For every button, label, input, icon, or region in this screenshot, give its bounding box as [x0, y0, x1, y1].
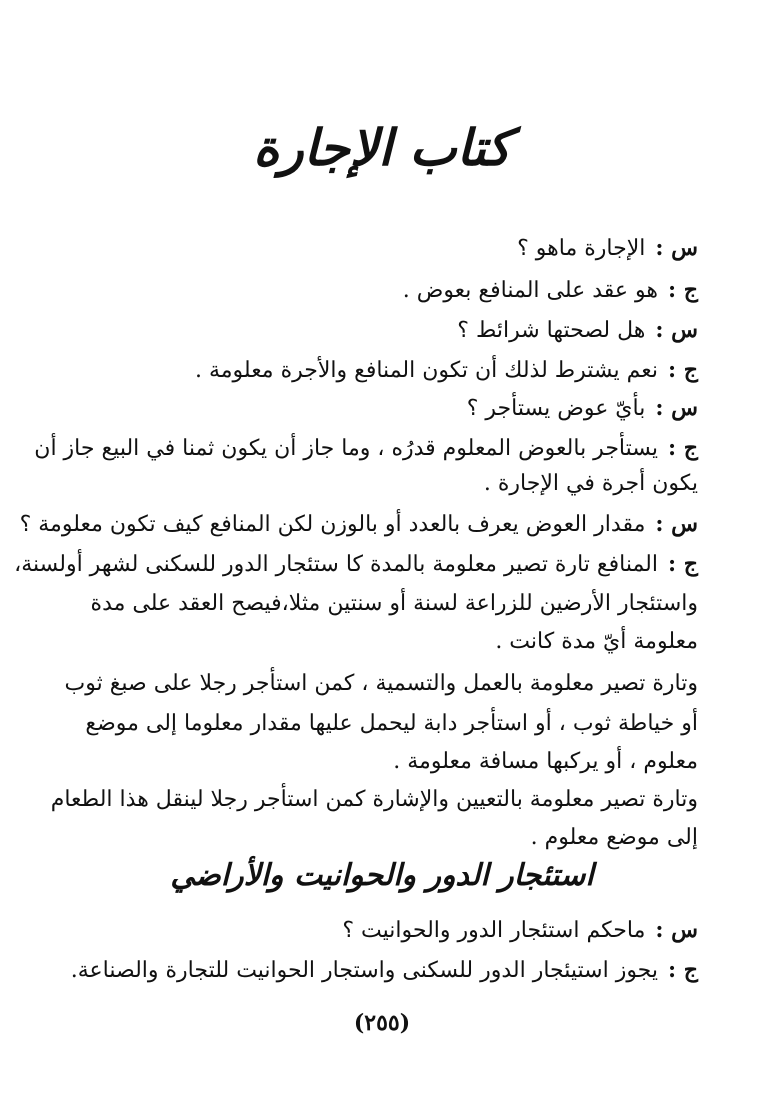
answer-continuation: معلومة أيّ مدة كانت . [495, 629, 698, 654]
answer-label: ج : [668, 957, 698, 983]
question-label: س : [655, 917, 698, 943]
answer-text: نعم يشترط لذلك أن تكون المنافع والأجرة معلومة . [194, 358, 659, 383]
question-label: س : [655, 511, 698, 537]
question-text: ماحكم استئجار الدور والحوانيت ؟ [342, 918, 646, 943]
question-label: س : [655, 317, 698, 343]
answer-label: ج : [668, 277, 698, 303]
answer-continuation: إلى موضع معلوم . [530, 825, 698, 850]
question-line [19, 506, 698, 542]
question-text: الإجارة ماهو ؟ [517, 236, 646, 261]
answer-continuation: معلوم ، أو يركبها مسافة معلومة . [393, 749, 698, 774]
question-text: مقدار العوض يعرف بالعدد أو بالوزن لكن المنافع كيف تكون معلومة ؟ [19, 512, 646, 537]
answer-label: ج : [668, 357, 698, 383]
page-number: (٢٥٥) [353, 1010, 411, 1036]
answer-line [14, 546, 698, 582]
answer-text: يستأجر بالعوض المعلوم قدرُه ، وما جاز أن يكون ثمنا في البيع جاز أن [34, 436, 659, 461]
answer-continuation: يكون أجرة في الإجارة . [483, 471, 698, 496]
answer-label: ج : [668, 551, 698, 577]
answer-line [70, 952, 698, 988]
question-text: هل لصحتها شرائط ؟ [457, 318, 646, 343]
question-line [88, 390, 698, 426]
question-label: س : [655, 235, 698, 261]
answer-line [88, 272, 698, 308]
answer-continuation: وتارة تصير معلومة بالعمل والتسمية ، كمن استأجر رجلا على صبغ ثوب [64, 671, 698, 696]
answer-line [34, 430, 698, 466]
answer-label: ج : [668, 435, 698, 461]
answer-text: هو عقد على المنافع بعوض . [402, 278, 659, 303]
question-line [88, 230, 698, 266]
answer-text: يجوز استيئجار الدور للسكنى واستجار الحوانيت للتجارة والصناعة. [70, 958, 659, 983]
question-label: س : [655, 395, 698, 421]
answer-continuation: أو خياطة ثوب ، أو استأجر دابة ليحمل عليها مقدار معلوما إلى موضع [85, 711, 698, 736]
question-line [88, 312, 698, 348]
answer-continuation: وتارة تصير معلومة بالتعيين والإشارة كمن استأجر رجلا لينقل هذا الطعام [50, 787, 698, 812]
question-line [88, 912, 698, 948]
answer-line [88, 352, 698, 388]
answer-text: المنافع تارة تصير معلومة بالمدة كا ستئجار الدور للسكنى لشهر أولسنة، [14, 552, 659, 577]
section-heading: استئجار الدور والحوانيت والأراضي [170, 858, 594, 893]
chapter-title: كتاب الإجارة [253, 118, 511, 177]
answer-continuation: واستئجار الأرضين للزراعة لسنة أو سنتين مثلا،فيصح العقد على مدة [90, 591, 698, 616]
question-text: بأيّ عوض يستأجر ؟ [466, 396, 646, 421]
